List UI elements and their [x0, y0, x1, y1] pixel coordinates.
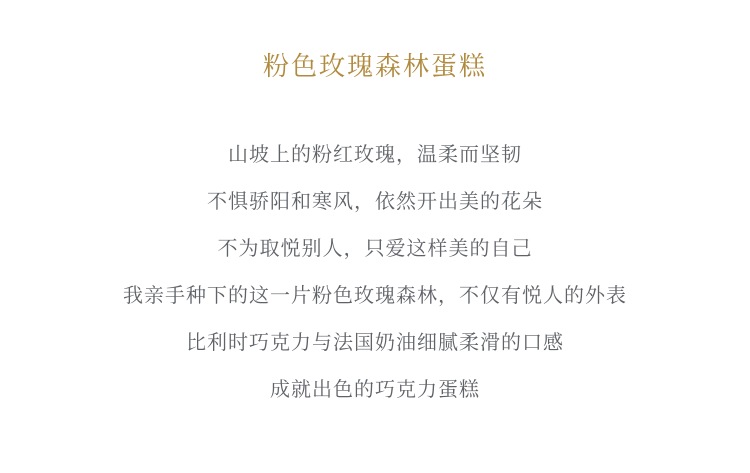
poem-body: [0, 132, 750, 414]
poem-line: 比利时巧克力与法国奶油细腻柔滑的口感: [186, 332, 564, 355]
poem-line: 山坡上的粉红玫瑰，温柔而坚韧: [228, 144, 522, 167]
poem-line: 成就出色的巧克力蛋糕: [270, 379, 480, 402]
poem-line: 我亲手种下的这一片粉色玫瑰森林，不仅有悦人的外表: [123, 285, 627, 308]
poem-line: 不惧骄阳和寒风，依然开出美的花朵: [207, 191, 543, 214]
page-title: 粉色玫瑰森林蛋糕: [262, 51, 487, 81]
poem-line: 不为取悦别人，只爱这样美的自己: [217, 238, 533, 261]
